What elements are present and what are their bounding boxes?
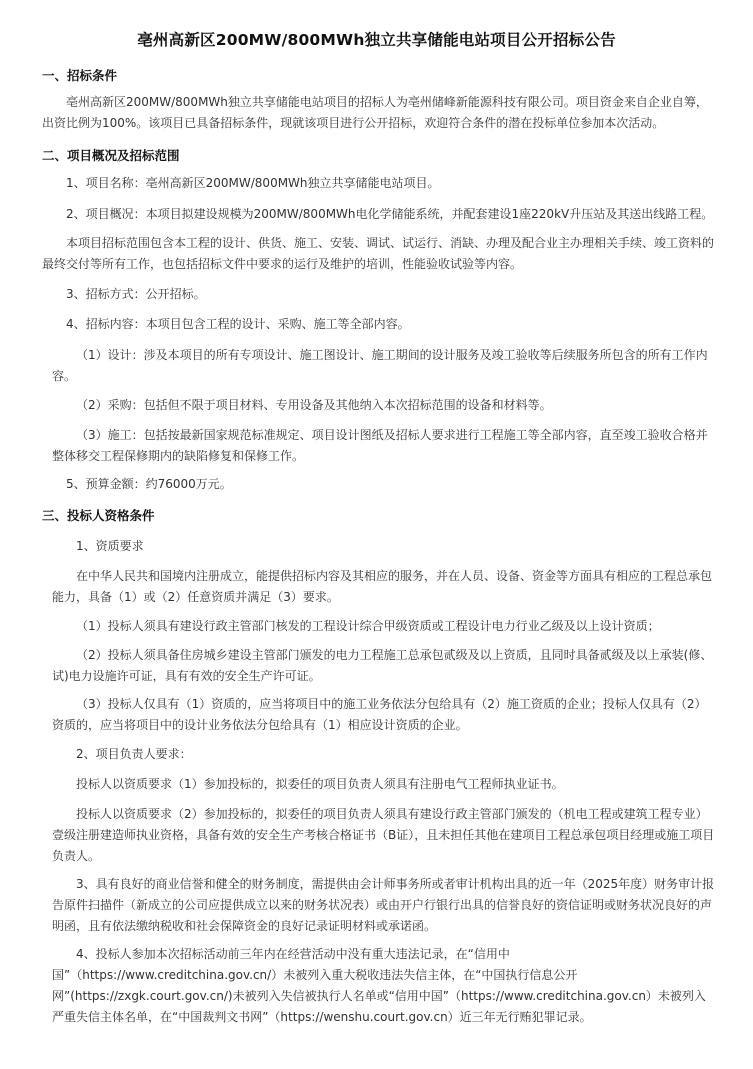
qualification-item-3: （3）投标人仅具有（1）资质的，应当将项目中的施工业务依法分包给具有（2）施工资质的企业；投标人仅具有（2）资质的，应当将项目中的设计业务依法分包给具有（1）相应设计资质的企业。	[52, 697, 707, 732]
section-heading-1: 一、招标条件	[42, 68, 118, 83]
qualification-item-2: （2）投标人须具备住房城乡建设主管部门颁发的电力工程施工总承包贰级及以上资质，且同时具备贰级及以上承装(修、试)电力设施许可证，具有有效的安全生产许可证。	[52, 648, 713, 683]
sub-item-construction: （3）施工：包括按最新国家规范标准规定、项目设计图纸及招标人要求进行工程施工等全部内容，直至竣工验收合格并整体移交工程保修期内的缺陷修复和保修工作。	[52, 428, 708, 463]
section-heading-2: 二、项目概况及招标范围	[42, 148, 180, 163]
credit-record-requirement: 4、投标人参加本次招标活动前三年内在经营活动中没有重大违法记录，在“信用中国”（https://www.creditchina.gov.cn/）未被列入重大税收违法失信主体，在“中国执行信息公开网”(https://zxgk.court.gov.cn/)未被列入失信被执行人名单或“信用中国”（https://www.creditchina.gov.cn）未被列入严重失信主体名单，在“中国裁判文书网”（https://wenshu.court.gov.cn）近三年无行贿犯罪记录。	[52, 947, 706, 1024]
financial-requirement: 3、具有良好的商业信誉和健全的财务制度，需提供由会计师事务所或者审计机构出具的近一年（2025年度）财务审计报告原件扫描件（新成立的公司应提供成立以来的财务状况表）或由开户行银行出具的信誉良好的资信证明或财务状况良好的声明函，且有依法缴纳税收和社会保障资金的良好记录证明材料或承诺函。	[52, 877, 715, 933]
project-manager-req-1: 投标人以资质要求（1）参加投标的，拟委任的项目负责人须具有注册电气工程师执业证书。	[76, 777, 564, 791]
paragraph-bidding-scope: 本项目招标范围包含本工程的设计、供货、施工、安装、调试、试运行、消缺、办理及配合业主办理相关手续、竣工资料的最终交付等所有工作，也包括招标文件中要求的运行及维护的培训，性能验收试验等内容。	[42, 236, 715, 271]
item-budget: 5、预算金额：约76000万元。	[66, 477, 232, 491]
section-heading-3: 三、投标人资格条件	[42, 508, 155, 523]
qualification-heading: 1、资质要求	[76, 539, 144, 553]
project-manager-req-2: 投标人以资质要求（2）参加投标的，拟委任的项目负责人须具有建设行政主管部门颁发的（机电工程或建筑工程专业）壹级注册建造师执业资格，具备有效的安全生产考核合格证书（B证），且未担任其他在建项目工程总承包项目经理或施工项目负责人。	[52, 807, 715, 863]
sub-item-design: （1）设计：涉及本项目的所有专项设计、施工图设计、施工期间的设计服务及竣工验收等后续服务所包含的所有工作内容。	[52, 348, 708, 383]
qualification-paragraph: 在中华人民共和国境内注册成立，能提供招标内容及其相应的服务，并在人员、设备、资金等方面具有相应的工程总承包能力，具备（1）或（2）任意资质并满足（3）要求。	[52, 569, 713, 604]
item-bidding-content: 4、招标内容：本项目包含工程的设计、采购、施工等全部内容。	[66, 317, 410, 331]
item-project-overview: 2、项目概况：本项目拟建设规模为200MW/800MWh电化学储能系统，并配套建设1座220kV升压站及其送出线路工程。	[66, 207, 714, 221]
sub-item-procurement: （2）采购：包括但不限于项目材料、专用设备及其他纳入本次招标范围的设备和材料等。	[76, 398, 552, 412]
paragraph-bidding-conditions: 亳州高新区200MW/800MWh独立共享储能电站项目的招标人为亳州储峰新能源科技有限公司。项目资金来自企业自筹，出资比例为100%。该项目已具备招标条件，现就该项目进行公开招标，欢迎符合条件的潜在投标单位参加本次活动。	[42, 95, 708, 130]
project-manager-heading: 2、项目负责人要求：	[76, 747, 192, 761]
page-title: 亳州高新区200MW/800MWh独立共享储能电站项目公开招标公告	[137, 31, 616, 49]
item-project-name: 1、项目名称：亳州高新区200MW/800MWh独立共享储能电站项目。	[66, 176, 440, 190]
item-bidding-method: 3、招标方式：公开招标。	[66, 287, 206, 301]
qualification-item-1: （1）投标人须具有建设行政主管部门核发的工程设计综合甲级资质或工程设计电力行业乙级及以上设计资质；	[76, 619, 660, 633]
